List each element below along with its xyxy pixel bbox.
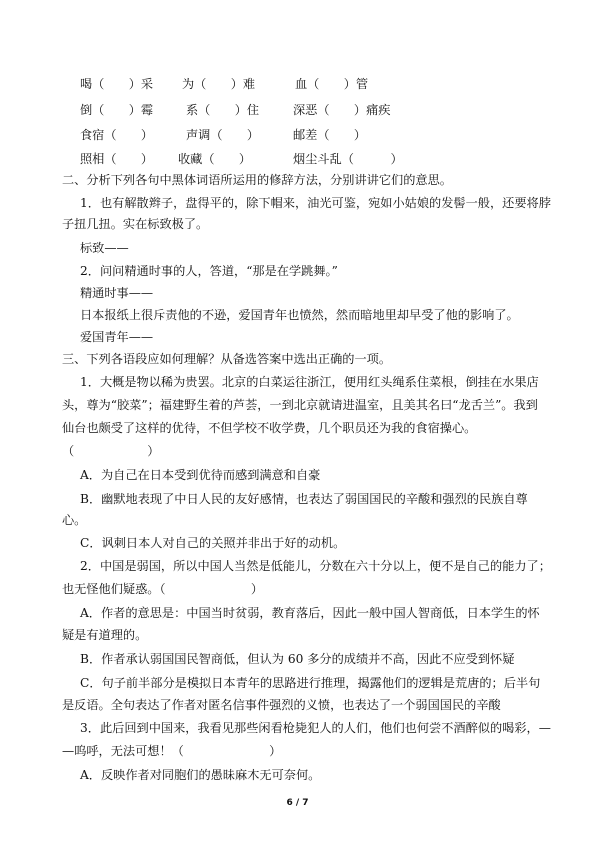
pinyin-item: 烟尘斗乱（ ）	[293, 152, 403, 166]
page-total: 7	[302, 798, 309, 808]
pinyin-item: 邮差（ ）	[293, 128, 367, 142]
page-current: 6	[286, 798, 293, 808]
pinyin-item: 喝（ ）采	[80, 77, 154, 91]
pinyin-item: 系（ ）住	[186, 103, 260, 117]
pinyin-item: 声调（ ）	[186, 128, 260, 142]
page-separator: /	[292, 798, 303, 808]
page-number	[0, 798, 595, 808]
pinyin-item: 收藏（ ）	[178, 152, 252, 166]
pinyin-item: 深恶（ ）痛疾	[293, 103, 391, 117]
pinyin-item: 食宿（ ）	[80, 128, 154, 142]
pinyin-item: 倒（ ）霉	[80, 103, 154, 117]
pinyin-item: 照相（ ）	[80, 152, 154, 166]
pinyin-item: 为（ ）难	[182, 77, 256, 91]
pinyin-item: 血（ ）管	[295, 77, 369, 91]
